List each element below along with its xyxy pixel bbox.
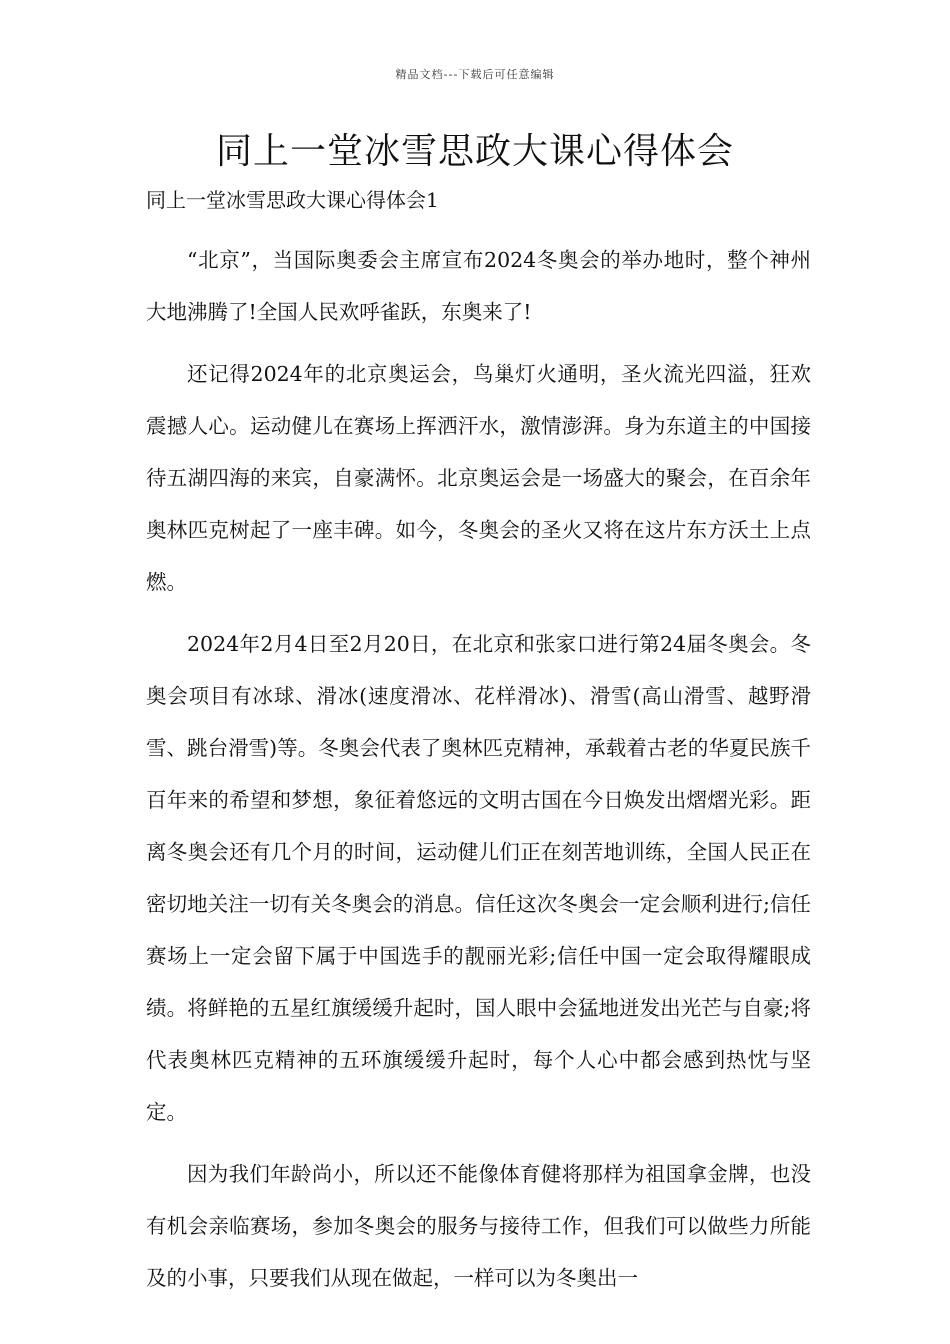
header-note: 精品文档---下载后可任意编辑 — [395, 68, 555, 81]
document-body — [146, 234, 811, 1314]
document-title: 同上一堂冰雪思政大课心得体会 — [215, 131, 734, 172]
paragraph-3: 2024年2月4日至2月20日，在北京和张家口进行第24届冬奥会。冬奥会项目有冰球、滑冰(速度滑冰、花样滑冰)、滑雪(高山滑雪、越野滑雪、跳台滑雪)等。冬奥会代表了奥林匹克精神，承载着古老的华夏民族千百年来的希望和梦想，象征着悠远的文明古国在今日焕发出熠熠光彩。距离冬奥会还有几个月的时间，运动健儿们正在刻苦地训练，全国人民正在密切地关注一切有关冬奥会的消息。信任这次冬奥会一定会顺利进行;信任赛场上一定会留下属于中国选手的靓丽光彩;信任中国一定会取得耀眼成绩。将鲜艳的五星红旗缓缓升起时，国人眼中会猛地迸发出光芒与自豪;将代表奥林匹克精神的五环旗缓缓升起时，每个人心中都会感到热忱与坚定。 — [146, 632, 811, 1124]
paragraph-1: “北京”，当国际奥委会主席宣布2024冬奥会的举办地时，整个神州大地沸腾了!全国人民欢呼雀跃，东奥来了! — [146, 248, 811, 324]
paragraph-2: 还记得2024年的北京奥运会，鸟巢灯火通明，圣火流光四溢，狂欢震撼人心。运动健儿在赛场上挥洒汗水，激情澎湃。身为东道主的中国接待五湖四海的来宾，自豪满怀。北京奥运会是一场盛大的聚会，在百余年奥林匹克树起了一座丰碑。如今，冬奥会的圣火又将在这片东方沃土上点燃。 — [146, 362, 811, 594]
section-subtitle: 同上一堂冰雪思政大课心得体会1 — [146, 188, 439, 212]
paragraph-4: 因为我们年龄尚小，所以还不能像体育健将那样为祖国拿金牌，也没有机会亲临赛场，参加冬奥会的服务与接待工作，但我们可以做些力所能及的小事，只要我们从现在做起，一样可以为冬奥出一 — [146, 1162, 811, 1290]
